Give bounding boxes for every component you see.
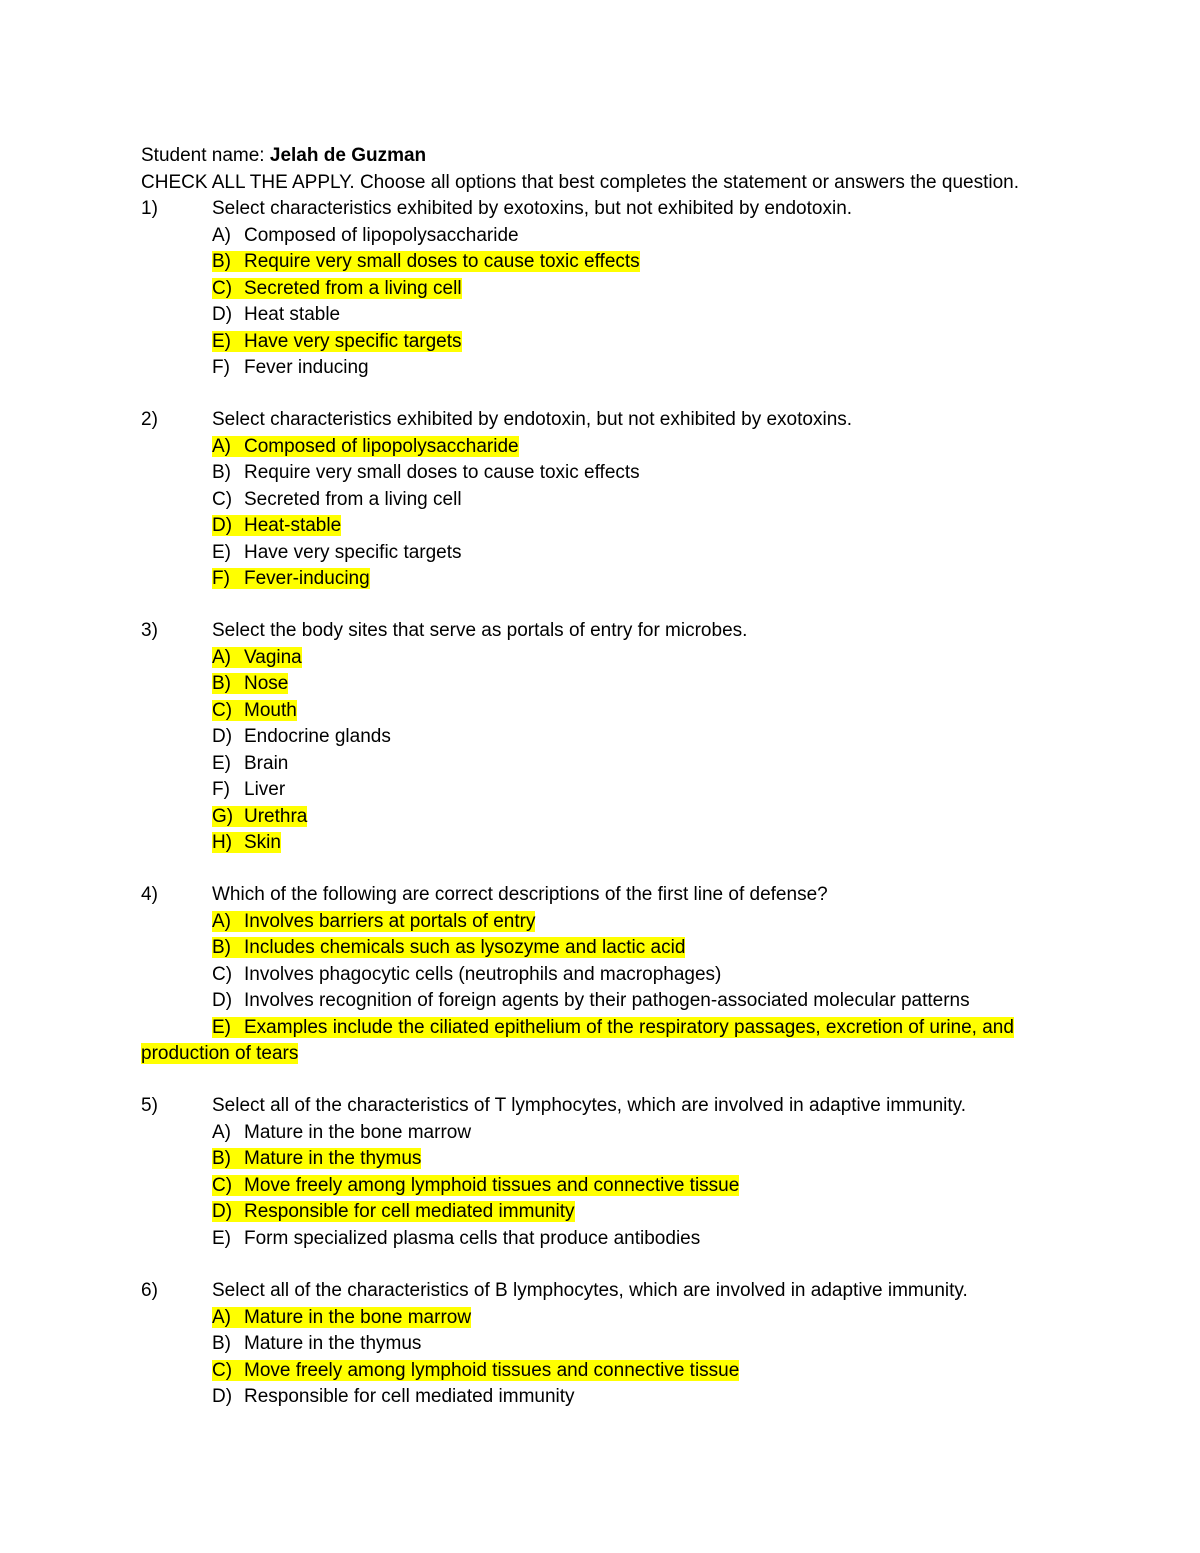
option-letter: F) (212, 357, 230, 378)
highlighted-answer (212, 806, 307, 827)
question-number: 5) (141, 1095, 158, 1116)
option-letter: D) (212, 1386, 233, 1407)
answer-option (212, 302, 340, 328)
option-text: Mouth (244, 700, 297, 721)
option-letter: G) (212, 806, 234, 827)
highlighted-answer (212, 436, 519, 457)
option-text: Nose (244, 673, 289, 694)
answer-option (212, 804, 307, 830)
highlighted-answer (212, 911, 535, 932)
answer-option (212, 1199, 575, 1225)
option-letter: B) (212, 462, 231, 483)
option-text: Involves barriers at portals of entry (244, 911, 536, 932)
answer-option (212, 935, 685, 961)
question-number: 1) (141, 198, 158, 219)
highlighted-answer (212, 1017, 1014, 1038)
answer-option (212, 540, 462, 566)
option-letter: D) (212, 515, 233, 536)
option-letter: C) (212, 278, 233, 299)
highlighted-answer (212, 1201, 575, 1222)
answer-option (212, 988, 970, 1014)
option-letter: B) (212, 251, 231, 272)
answer-text (212, 542, 462, 563)
option-text: Involves recognition of foreign agents by their pathogen-associated molecular patterns (244, 990, 970, 1011)
answer-option (212, 1173, 739, 1199)
answer-option (212, 1305, 471, 1331)
option-letter: E) (212, 331, 231, 352)
highlighted-answer (212, 515, 341, 536)
highlighted-answer (212, 937, 685, 958)
option-letter: E) (212, 1017, 231, 1038)
option-text: Includes chemicals such as lysozyme and lactic acid (244, 937, 686, 958)
answer-option (212, 1146, 421, 1172)
option-text: Have very specific targets (244, 542, 462, 563)
option-text: Composed of lipopolysaccharide (244, 225, 519, 246)
highlighted-answer (212, 1360, 739, 1381)
option-text: Require very small doses to cause toxic effects (244, 251, 640, 272)
option-text: Move freely among lymphoid tissues and connective tissue (244, 1360, 740, 1381)
student-name-value: Jelah de Guzman (269, 145, 427, 166)
option-letter: D) (212, 304, 233, 325)
question-text: Select characteristics exhibited by endotoxin, but not exhibited by exotoxins. (212, 409, 853, 430)
option-letter: D) (212, 1201, 233, 1222)
option-letter: D) (212, 990, 233, 1011)
option-letter: A) (212, 1122, 231, 1143)
option-letter: E) (212, 542, 231, 563)
question-text: Select the body sites that serve as portals of entry for microbes. (212, 620, 748, 641)
answer-option (212, 249, 640, 275)
answer-option (212, 751, 288, 777)
question-number: 2) (141, 409, 158, 430)
option-letter: B) (212, 1333, 231, 1354)
answer-text (212, 1228, 700, 1249)
option-letter: B) (212, 673, 231, 694)
highlighted-answer (212, 1307, 471, 1328)
highlighted-answer (212, 568, 370, 589)
highlighted-answer (212, 647, 302, 668)
option-text: Responsible for cell mediated immunity (244, 1201, 575, 1222)
answer-text (212, 462, 640, 483)
option-letter: A) (212, 225, 231, 246)
option-text: Have very specific targets (244, 331, 462, 352)
answer-text (212, 357, 369, 378)
option-letter: F) (212, 568, 230, 589)
question-text: Select all of the characteristics of T lymphocytes, which are involved in adaptive immunity. (212, 1095, 967, 1116)
option-letter: C) (212, 489, 233, 510)
option-text: Involves phagocytic cells (neutrophils and macrophages) (244, 964, 722, 985)
option-letter: A) (212, 1307, 231, 1328)
option-text: Liver (244, 779, 286, 800)
answer-text (212, 304, 340, 325)
option-text: Secreted from a living cell (244, 278, 462, 299)
answer-option (212, 1331, 421, 1357)
option-text: Mature in the thymus (244, 1148, 422, 1169)
option-text: Endocrine glands (244, 726, 391, 747)
answer-option (212, 513, 341, 539)
answer-option (212, 434, 519, 460)
option-text: Move freely among lymphoid tissues and connective tissue (244, 1175, 740, 1196)
option-letter: D) (212, 726, 233, 747)
option-text: Fever-inducing (244, 568, 370, 589)
question-text: Which of the following are correct descriptions of the first line of defense? (212, 884, 828, 905)
option-text: Require very small doses to cause toxic effects (244, 462, 640, 483)
answer-option (212, 1015, 1014, 1041)
answer-text (212, 489, 462, 510)
answer-option (212, 962, 721, 988)
option-letter: E) (212, 753, 231, 774)
option-letter: H) (212, 832, 233, 853)
answer-option (212, 1120, 471, 1146)
option-letter: A) (212, 647, 231, 668)
option-letter: C) (212, 1175, 233, 1196)
answer-option (212, 355, 369, 381)
answer-text (212, 779, 285, 800)
answer-option (212, 645, 302, 671)
highlighted-answer (212, 278, 462, 299)
answer-option (212, 566, 370, 592)
option-letter: C) (212, 964, 233, 985)
question-text: Select all of the characteristics of B lymphocytes, which are involved in adaptive immunity. (212, 1280, 968, 1301)
answer-option (212, 1358, 739, 1384)
student-name-line (141, 143, 426, 169)
option-letter: F) (212, 779, 230, 800)
option-text: Mature in the bone marrow (244, 1307, 472, 1328)
option-letter: C) (212, 1360, 233, 1381)
option-text: Skin (244, 832, 281, 853)
option-letter: A) (212, 436, 231, 457)
highlighted-answer (212, 700, 297, 721)
highlighted-answer (212, 1175, 739, 1196)
option-text: Examples include the ciliated epithelium of the respiratory passages, excretion of urine, and (244, 1017, 1014, 1038)
option-text: Fever inducing (244, 357, 369, 378)
option-text: Secreted from a living cell (244, 489, 462, 510)
question-number: 6) (141, 1280, 158, 1301)
answer-option (212, 460, 640, 486)
option-letter: B) (212, 937, 231, 958)
answer-text (212, 990, 970, 1011)
answer-text (212, 1333, 421, 1354)
student-name-label: Student name: (141, 145, 270, 166)
option-text: Urethra (244, 806, 308, 827)
highlighted-answer (212, 331, 462, 352)
option-letter: C) (212, 700, 233, 721)
answer-option (212, 329, 462, 355)
option-continuation (141, 1041, 298, 1067)
answer-option (212, 276, 462, 302)
option-text: Brain (244, 753, 289, 774)
answer-option (212, 698, 297, 724)
option-text: Responsible for cell mediated immunity (244, 1386, 575, 1407)
option-text: Composed of lipopolysaccharide (244, 436, 519, 457)
answer-option (212, 1226, 700, 1252)
option-letter: A) (212, 911, 231, 932)
answer-text (212, 1122, 471, 1143)
option-letter: E) (212, 1228, 231, 1249)
answer-option (212, 724, 391, 750)
option-continuation-text: production of tears (141, 1043, 299, 1064)
option-text: Vagina (244, 647, 302, 668)
answer-option (212, 487, 462, 513)
instructions: CHECK ALL THE APPLY. Choose all options that best completes the statement or answers the question. (141, 172, 1020, 193)
answer-text (212, 964, 721, 985)
question-number: 4) (141, 884, 158, 905)
answer-text (212, 753, 288, 774)
option-text: Mature in the thymus (244, 1333, 422, 1354)
answer-option (212, 909, 535, 935)
answer-option (212, 830, 281, 856)
highlighted-answer (212, 673, 288, 694)
highlighted-answer (212, 1148, 421, 1169)
answer-option (212, 1384, 575, 1410)
answer-option (212, 671, 288, 697)
highlighted-answer (212, 832, 281, 853)
option-text: Heat stable (244, 304, 341, 325)
question-number: 3) (141, 620, 158, 641)
option-text: Heat-stable (244, 515, 342, 536)
highlighted-answer (212, 251, 640, 272)
answer-option (212, 223, 519, 249)
question-text: Select characteristics exhibited by exotoxins, but not exhibited by endotoxin. (212, 198, 853, 219)
answer-option (212, 777, 285, 803)
answer-text (212, 726, 391, 747)
answer-text (212, 1386, 575, 1407)
answer-text (212, 225, 519, 246)
option-text: Form specialized plasma cells that produce antibodies (244, 1228, 701, 1249)
option-text: Mature in the bone marrow (244, 1122, 472, 1143)
option-letter: B) (212, 1148, 231, 1169)
